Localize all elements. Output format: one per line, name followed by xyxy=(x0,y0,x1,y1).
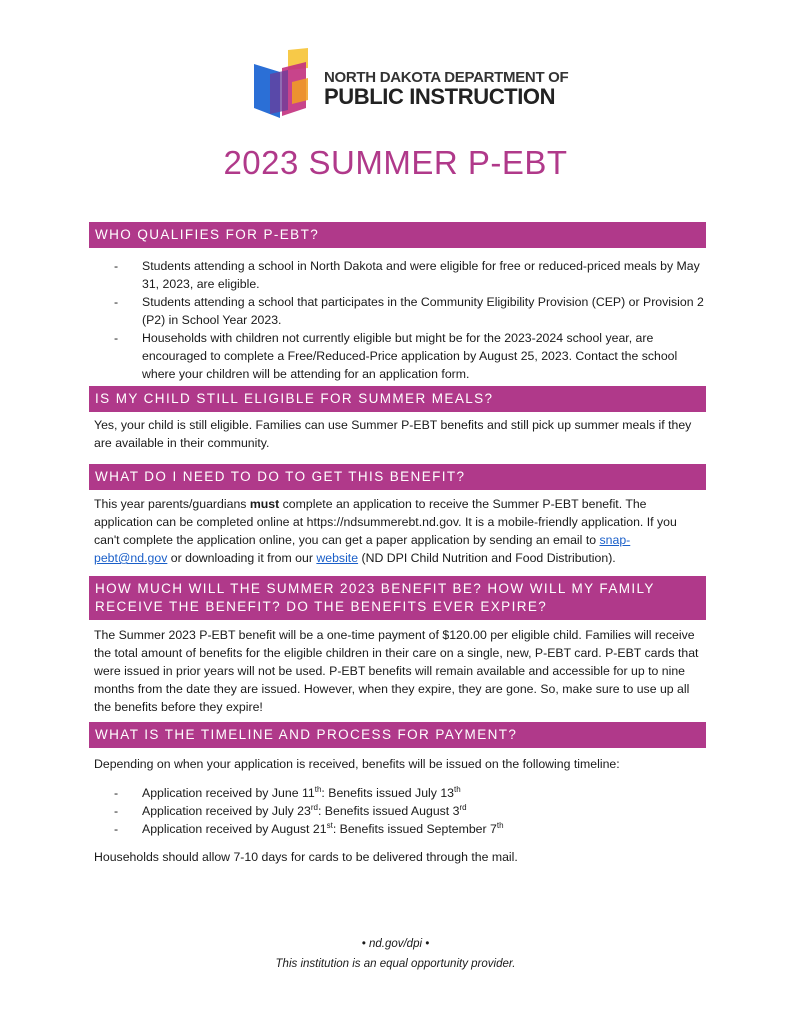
section-heading-timeline: WHAT IS THE TIMELINE AND PROCESS FOR PAYMENT? xyxy=(89,722,706,748)
section-heading-get-benefit: WHAT DO I NEED TO DO TO GET THIS BENEFIT? xyxy=(89,464,706,490)
list-item: - Households with children not currently eligible but might be for the 2023-2024 school year, are encouraged to complete a Free/Reduced-Price application by August 25, 2023. Contact the school where your children will be attending for an application form. xyxy=(114,331,678,381)
section-heading-qualifies: WHO QUALIFIES FOR P-EBT? xyxy=(89,222,706,248)
email-link[interactable]: snap-pebt@nd.gov xyxy=(94,533,631,565)
section-heading-summer-meals: IS MY CHILD STILL ELIGIBLE FOR SUMMER MEALS? xyxy=(89,386,706,412)
qualifies-list xyxy=(114,257,704,383)
list-item: - Students attending a school in North Dakota and were eligible for free or reduced-priced meals by May 31, 2023, are eligible. xyxy=(114,259,700,291)
timeline-list xyxy=(114,784,704,838)
summer-meals-body: Yes, your child is still eligible. Families can use Summer P-EBT benefits and still pick up summer meals if they are available in their community. xyxy=(94,418,692,450)
logo-line-1: NORTH DAKOTA DEPARTMENT OF xyxy=(324,69,569,86)
logo-line-2: PUBLIC INSTRUCTION xyxy=(324,84,556,109)
list-item: - Students attending a school that participates in the Community Eligibility Provision (CEP) or Provision 2 (P2) in School Year 2023. xyxy=(114,295,704,327)
dpi-logo-mark-icon xyxy=(252,48,322,124)
emphasis-must: must xyxy=(249,497,280,511)
section-heading-how-much: HOW MUCH WILL THE SUMMER 2023 BENEFIT BE? HOW WILL MY FAMILY RECEIVE THE BENEFIT? DO THE BENEFITS EVER EXPIRE? xyxy=(89,576,706,620)
website-link[interactable]: website xyxy=(316,551,359,565)
get-benefit-body: This year parents/guardians must complete an application to receive the Summer P-EBT benefit. The application can be completed online at https://ndsummerebt.nd.gov. It is a mobile-friendly application. If you can't complete the application online, you can get a paper application by sending an email to snap-pebt@nd.gov or downloading it from our website (ND DPI Child Nutrition and Food Distribution). xyxy=(94,497,677,565)
how-much-body: The Summer 2023 P-EBT benefit will be a one-time payment of $120.00 per eligible child. Families will receive the total amount of benefits for the eligible children in their care on a single, new, P-EBT card. P-EBT cards that were issued in prior years will not be used. P-EBT benefits will remain available and accessible for up to nine months from the date they are issued. However, when they expire, they are gone. So, make sure to use up all the benefits before they expire! xyxy=(94,628,699,714)
footer-notice: This institution is an equal opportunity provider. xyxy=(275,958,516,970)
list-item: - Application received by August 21st: Benefits issued September 7th xyxy=(114,821,504,836)
list-item: - Application received by June 11th: Benefits issued July 13th xyxy=(114,785,461,800)
page-title: 2023 SUMMER P-EBT xyxy=(223,144,568,181)
dpi-logo xyxy=(252,48,569,124)
timeline-intro: Depending on when your application is received, benefits will be issued on the following timeline: xyxy=(94,757,620,771)
timeline-closing: Households should allow 7-10 days for cards to be delivered through the mail. xyxy=(94,850,518,864)
footer-site: • nd.gov/dpi • xyxy=(361,938,430,950)
list-item: - Application received by July 23rd: Benefits issued August 3rd xyxy=(114,803,467,818)
